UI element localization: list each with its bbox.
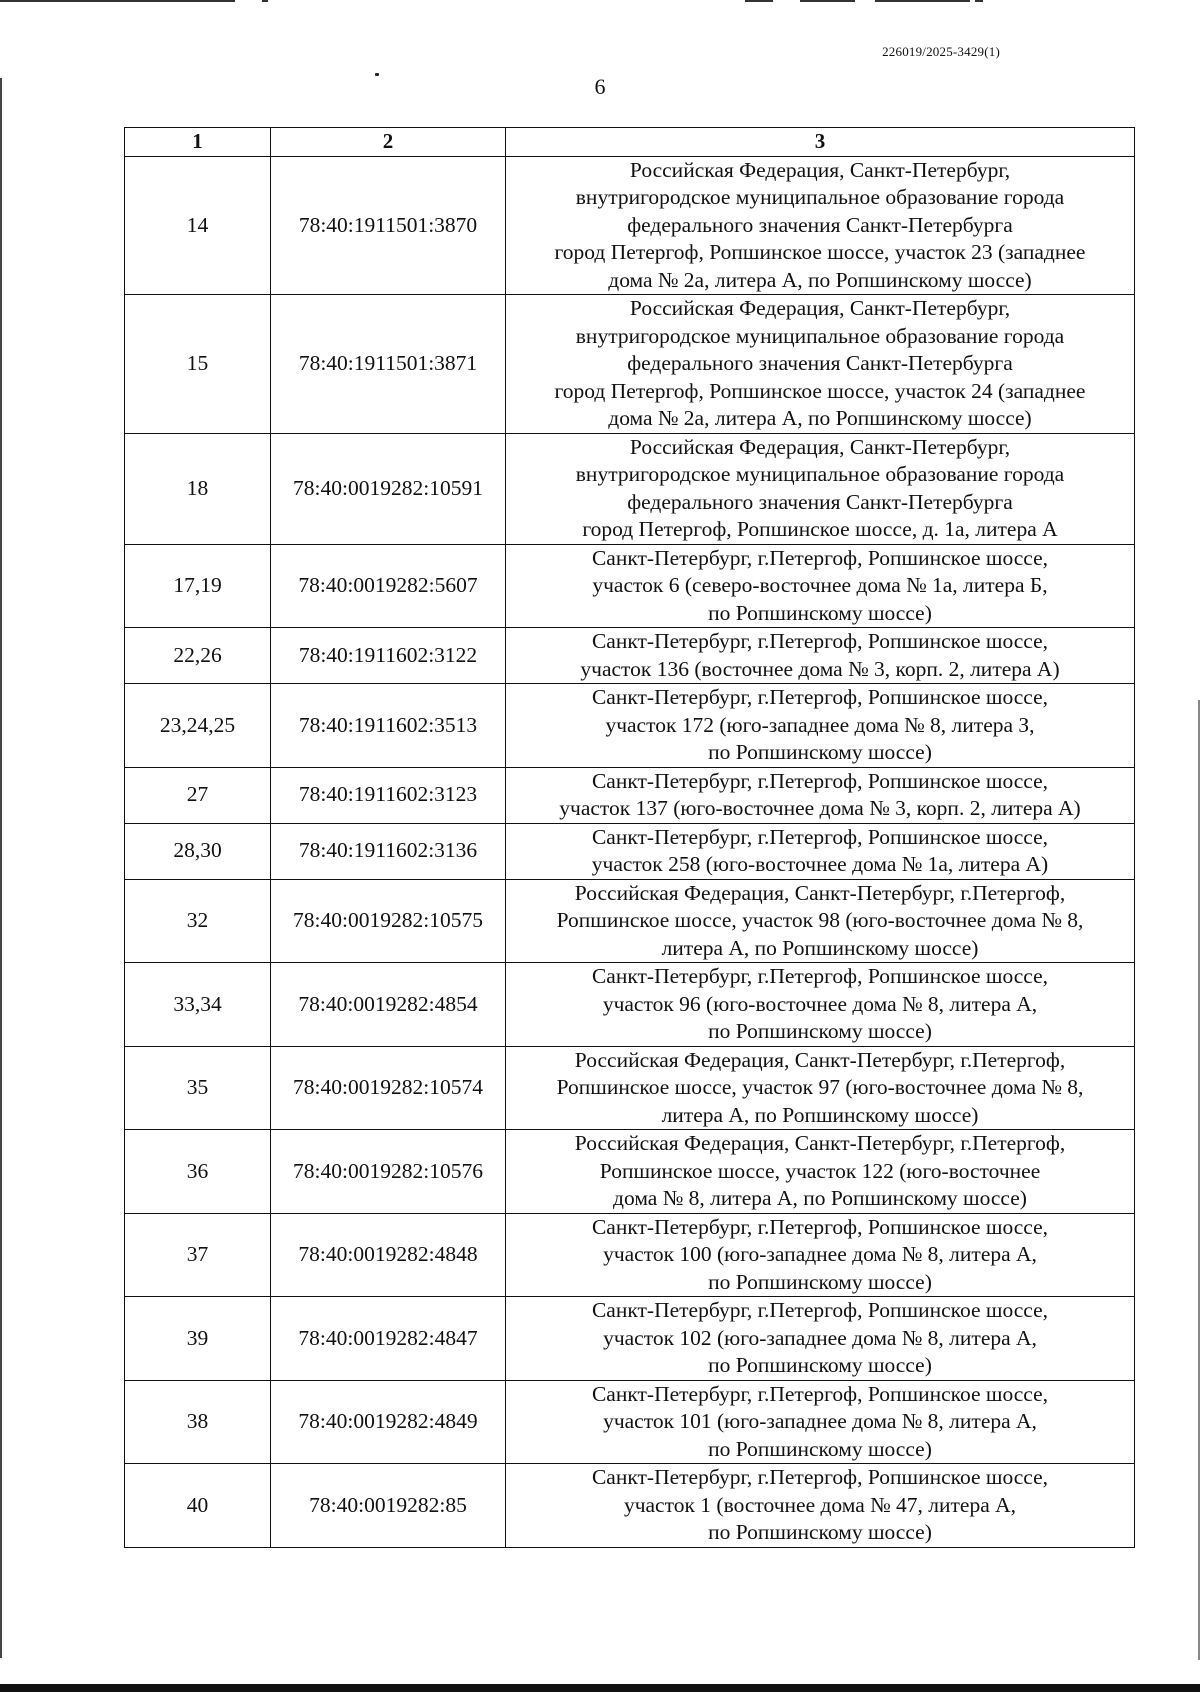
row-number-cell: 23,24,25 (125, 684, 271, 768)
table-row (125, 1464, 1135, 1548)
address-line: по Ропшинскому шоссе) (708, 1436, 932, 1461)
address-line: участок 100 (юго-западнее дома № 8, литера А, (603, 1242, 1037, 1266)
scan-speck (375, 73, 379, 76)
address-line: участок 102 (юго-западнее дома № 8, литера А, (603, 1325, 1037, 1350)
address-line: по Ропшинскому шоссе) (708, 1353, 932, 1377)
address-line: город Петергоф, Ропшинское шоссе, участок 23 (западнее (554, 240, 1086, 264)
address-line: федерального значения Санкт-Петербурга (627, 212, 1013, 237)
address-line: Ропшинское шоссе, участок 97 (юго-восточнее дома № 8, (556, 1075, 1084, 1099)
row-number-cell: 35 (125, 1046, 271, 1130)
address-line: Ропшинское шоссе, участок 98 (юго-восточнее дома № 8, (556, 908, 1084, 932)
address-cell (506, 1297, 1135, 1381)
column-header: 3 (506, 128, 1135, 157)
table-row (125, 433, 1135, 544)
cadastral-number-cell: 78:40:0019282:4854 (271, 963, 506, 1047)
address-line: Российская Федерация, Санкт-Петербург, (629, 434, 1011, 459)
cadastral-number-cell: 78:40:0019282:4847 (271, 1297, 506, 1381)
column-header: 2 (271, 128, 506, 157)
address-line: дома № 8, литера А, по Ропшинскому шоссе) (613, 1186, 1027, 1210)
address-line: Ропшинское шоссе, участок 122 (юго-восточнее (599, 1158, 1041, 1183)
cadastral-number-cell: 78:40:1911501:3870 (271, 156, 506, 295)
address-line: Санкт-Петербург, г.Петергоф, Ропшинское шоссе, (591, 1381, 1049, 1406)
row-number-cell: 28,30 (125, 823, 271, 879)
address-line: Санкт-Петербург, г.Петергоф, Ропшинское шоссе, (591, 1214, 1049, 1239)
cadastral-number-cell: 78:40:0019282:4849 (271, 1380, 506, 1464)
address-line: по Ропшинскому шоссе) (708, 600, 932, 625)
row-number-cell: 22,26 (125, 628, 271, 684)
table-row (125, 1130, 1135, 1214)
row-number-cell: 36 (125, 1130, 271, 1214)
address-line: дома № 2а, литера А, по Ропшинскому шоссе) (608, 267, 1032, 292)
address-cell (506, 1130, 1135, 1214)
address-line: участок 136 (восточнее дома № 3, корп. 2, литера А) (580, 656, 1060, 681)
table-header-row (125, 128, 1135, 157)
address-line: федерального значения Санкт-Петербурга (627, 351, 1013, 375)
row-number-cell: 27 (125, 767, 271, 823)
address-cell (506, 433, 1135, 544)
address-cell (506, 823, 1135, 879)
cadastral-number-cell: 78:40:0019282:4848 (271, 1213, 506, 1297)
row-number-cell: 32 (125, 879, 271, 963)
table-row (125, 1213, 1135, 1297)
column-header: 1 (125, 128, 271, 157)
document-number: 226019/2025-3429(1) (882, 44, 1000, 59)
address-cell (506, 1380, 1135, 1464)
table-row (125, 1046, 1135, 1130)
address-line: внутригородское муниципальное образование города (575, 462, 1065, 486)
cadastral-number-cell: 78:40:0019282:10576 (271, 1130, 506, 1214)
address-line: участок 6 (северо-восточнее дома № 1а, литера Б, (592, 573, 1048, 597)
row-number-cell: 18 (125, 433, 271, 544)
address-line: Санкт-Петербург, г.Петергоф, Ропшинское шоссе, (591, 545, 1049, 570)
table-row (125, 823, 1135, 879)
row-number-cell: 39 (125, 1297, 271, 1381)
table-row (125, 767, 1135, 823)
address-line: участок 1 (восточнее дома № 47, литера А, (623, 1492, 1017, 1517)
table-row (125, 295, 1135, 434)
table-row (125, 544, 1135, 628)
address-line: Санкт-Петербург, г.Петергоф, Ропшинское шоссе, (591, 685, 1049, 709)
table-row (125, 879, 1135, 963)
address-line: внутригородское муниципальное образование города (575, 323, 1065, 348)
address-line: Российская Федерация, Санкт-Петербург, г.Петергоф, (574, 880, 1066, 905)
address-line: Санкт-Петербург, г.Петергоф, Ропшинское шоссе, (591, 824, 1049, 849)
address-cell (506, 1213, 1135, 1297)
address-line: по Ропшинскому шоссе) (708, 1520, 932, 1544)
cadastral-number-cell: 78:40:0019282:85 (271, 1464, 506, 1548)
address-line: участок 96 (юго-восточнее дома № 8, литера А, (602, 991, 1038, 1016)
row-number-cell: 14 (125, 156, 271, 295)
address-line: литера А, по Ропшинскому шоссе) (661, 935, 979, 960)
address-line: Санкт-Петербург, г.Петергоф, Ропшинское шоссе, (591, 964, 1049, 988)
address-line: дома № 2а, литера А, по Ропшинскому шоссе) (608, 406, 1032, 430)
address-line: участок 137 (юго-восточнее дома № 3, корп. 2, литера А) (559, 796, 1081, 820)
address-line: Российская Федерация, Санкт-Петербург, (629, 296, 1011, 320)
address-cell (506, 156, 1135, 295)
address-line: литера А, по Ропшинскому шоссе) (661, 1102, 979, 1127)
table-row (125, 628, 1135, 684)
address-line: Санкт-Петербург, г.Петергоф, Ропшинское шоссе, (591, 768, 1049, 793)
address-cell (506, 544, 1135, 628)
address-line: участок 101 (юго-западнее дома № 8, литера А, (603, 1409, 1037, 1433)
address-cell (506, 684, 1135, 768)
scan-bottom-edge (0, 1684, 1200, 1692)
table-row (125, 684, 1135, 768)
cadastral-number-cell: 78:40:1911602:3136 (271, 823, 506, 879)
row-number-cell: 15 (125, 295, 271, 434)
table-row (125, 963, 1135, 1047)
row-number-cell: 37 (125, 1213, 271, 1297)
address-cell (506, 295, 1135, 434)
address-line: Российская Федерация, Санкт-Петербург, г.Петергоф, (574, 1047, 1066, 1072)
address-line: по Ропшинскому шоссе) (708, 740, 932, 764)
cadastral-number-cell: 78:40:0019282:10575 (271, 879, 506, 963)
address-cell (506, 1046, 1135, 1130)
row-number-cell: 38 (125, 1380, 271, 1464)
address-line: Российская Федерация, Санкт-Петербург, г.Петергоф, (574, 1131, 1066, 1155)
address-line: Санкт-Петербург, г.Петергоф, Ропшинское шоссе, (591, 1298, 1049, 1322)
scan-top-edge (0, 0, 1200, 3)
address-line: Санкт-Петербург, г.Петергоф, Ропшинское шоссе, (591, 1465, 1049, 1489)
cadastral-number-cell: 78:40:1911602:3123 (271, 767, 506, 823)
scan-left-edge (0, 78, 2, 1658)
row-number-cell: 17,19 (125, 544, 271, 628)
address-line: внутригородское муниципальное образование города (575, 185, 1065, 209)
row-number-cell: 33,34 (125, 963, 271, 1047)
address-cell (506, 963, 1135, 1047)
address-cell (506, 628, 1135, 684)
cadastral-number-cell: 78:40:1911602:3513 (271, 684, 506, 768)
page-number: 6 (594, 74, 606, 99)
cadastral-number-cell: 78:40:0019282:5607 (271, 544, 506, 628)
address-line: участок 258 (юго-восточнее дома № 1а, литера А) (591, 852, 1049, 876)
cadastral-number-cell: 78:40:1911602:3122 (271, 628, 506, 684)
table-body (125, 156, 1135, 1547)
cadastral-number-cell: 78:40:0019282:10574 (271, 1046, 506, 1130)
row-number-cell: 40 (125, 1464, 271, 1548)
parcels-table (124, 127, 1135, 1548)
address-cell (506, 767, 1135, 823)
address-line: по Ропшинскому шоссе) (708, 1269, 932, 1294)
address-line: участок 172 (юго-западнее дома № 8, литера З, (605, 712, 1035, 737)
address-cell (506, 1464, 1135, 1548)
address-line: город Петергоф, Ропшинское шоссе, д. 1а, литера А (582, 517, 1058, 541)
address-line: Российская Федерация, Санкт-Петербург, (629, 157, 1011, 182)
address-cell (506, 879, 1135, 963)
address-line: Санкт-Петербург, г.Петергоф, Ропшинское шоссе, (591, 629, 1049, 653)
address-line: по Ропшинскому шоссе) (708, 1019, 932, 1043)
address-line: город Петергоф, Ропшинское шоссе, участок 24 (западнее (554, 378, 1086, 403)
cadastral-number-cell: 78:40:1911501:3871 (271, 295, 506, 434)
table-row (125, 156, 1135, 295)
address-line: федерального значения Санкт-Петербурга (627, 489, 1013, 514)
cadastral-number-cell: 78:40:0019282:10591 (271, 433, 506, 544)
table-row (125, 1380, 1135, 1464)
table-row (125, 1297, 1135, 1381)
